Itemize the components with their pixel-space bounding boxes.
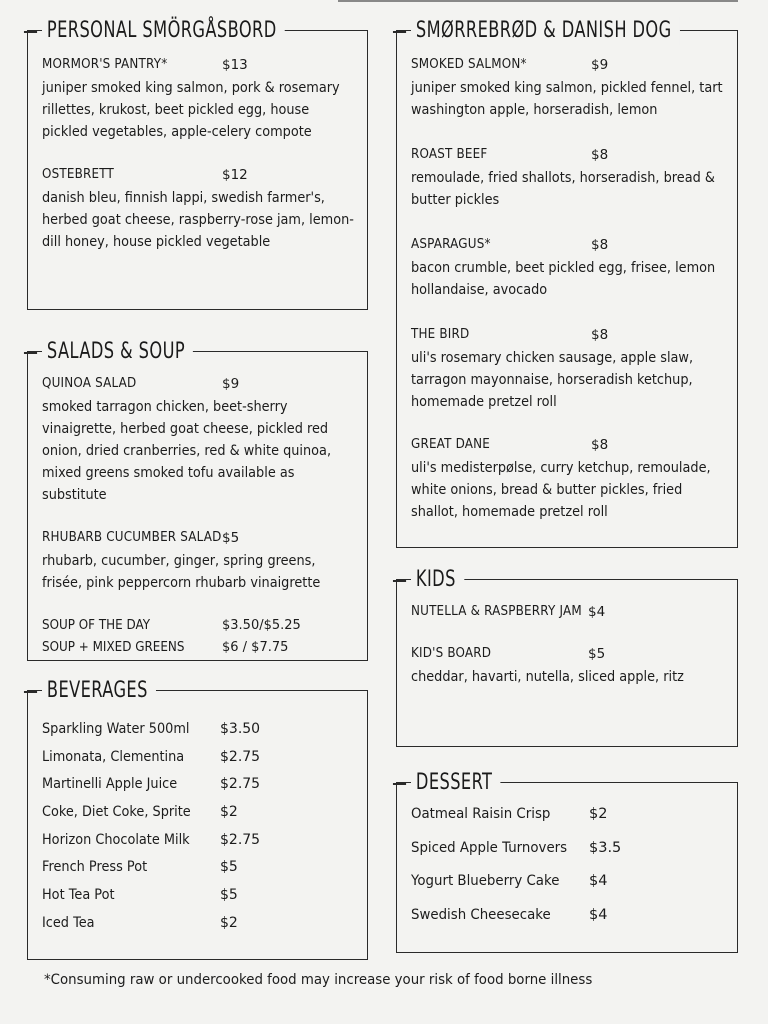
item-name: THE BIRD: [411, 327, 470, 342]
item-price: $13: [222, 57, 248, 73]
item-name: NUTELLA & RASPBERRY JAM: [411, 604, 582, 619]
menu-item: [411, 325, 729, 413]
item-name: ROAST BEEF: [411, 147, 488, 162]
item-price: $5: [588, 646, 606, 662]
beverage-row: [42, 883, 359, 911]
item-description: remoulade, fried shallots, horseradish, bread & butter pickles: [411, 170, 715, 208]
item-name: Iced Tea: [42, 914, 95, 931]
item-price: $2: [220, 914, 238, 931]
item-price: $3.50: [220, 721, 261, 737]
item-name: SOUP + MIXED GREENS: [42, 640, 185, 655]
section-title: SMØRREBRØD & DANISH DOG: [411, 17, 680, 45]
item-description: uli's medisterpølse, curry ketchup, remoulade, white onions, bread & butter pickles, fried shallot, homemade pretzel roll: [411, 460, 711, 520]
section-salads-soup: [27, 339, 368, 661]
dessert-row: [411, 867, 729, 901]
item-description: cheddar, havarti, nutella, sliced apple, ritz: [411, 669, 684, 685]
item-name: KID'S BOARD: [411, 646, 492, 661]
menu-item: [42, 374, 359, 506]
beverage-row: [42, 800, 359, 828]
beverage-row: [42, 828, 359, 856]
item-price: $12: [222, 167, 248, 183]
item-price: $4: [589, 907, 608, 924]
soup-row: [42, 638, 359, 660]
item-price: $8: [591, 147, 609, 163]
item-description: uli's rosemary chicken sausage, apple slaw, tarragon mayonnaise, horseradish ketchup, homemade pretzel roll: [411, 350, 694, 410]
top-rule: [338, 0, 738, 2]
item-price: $9: [222, 376, 240, 392]
menu-item: [42, 528, 359, 594]
beverage-row: [42, 772, 359, 800]
item-price: $6 / $7.75: [222, 640, 289, 655]
section-title: BEVERAGES: [42, 677, 156, 705]
item-price: $3.50/$5.25: [222, 618, 301, 633]
item-price: $8: [591, 437, 609, 453]
item-name: Sparkling Water 500ml: [42, 721, 190, 737]
item-price: $2.75: [220, 776, 261, 793]
item-name: SMOKED SALMON*: [411, 57, 527, 72]
dessert-row: [411, 800, 729, 834]
item-price: $4: [589, 873, 608, 890]
section-dessert: [396, 770, 738, 953]
item-description: juniper smoked king salmon, pork & rosemary rillettes, krukost, beet pickled egg, house pickled vegetables, apple-celery compote: [42, 80, 340, 140]
item-price: $5: [220, 887, 238, 904]
section-title: SALADS & SOUP: [42, 338, 193, 366]
item-price: $2.75: [220, 831, 261, 848]
section-title: KIDS: [411, 566, 464, 594]
item-description: bacon crumble, beet pickled egg, frisee, lemon hollandaise, avocado: [411, 260, 716, 298]
section-personal-smorgasbord: [27, 18, 368, 310]
item-name: Hot Tea Pot: [42, 887, 115, 904]
beverage-row: [42, 745, 359, 773]
dessert-row: [411, 901, 729, 935]
footnote: *Consuming raw or undercooked food may increase your risk of food borne illness: [44, 972, 593, 988]
item-name: OSTEBRETT: [42, 167, 115, 182]
item-price: $2.75: [220, 748, 261, 765]
item-name: Oatmeal Raisin Crisp: [411, 806, 551, 822]
item-price: $8: [591, 237, 609, 253]
beverage-row: [42, 911, 359, 939]
item-price: $5: [220, 859, 238, 876]
menu-item: [411, 435, 729, 523]
beverage-row: [42, 717, 359, 745]
item-name: ASPARAGUS*: [411, 237, 491, 252]
item-name: Swedish Cheesecake: [411, 907, 551, 924]
item-name: QUINOA SALAD: [42, 376, 137, 391]
item-price: $9: [591, 57, 609, 73]
item-description: rhubarb, cucumber, ginger, spring greens, frisée, pink peppercorn rhubarb vinaigrette: [42, 553, 321, 591]
item-name: Horizon Chocolate Milk: [42, 831, 190, 848]
menu-item: [42, 55, 359, 143]
item-name: GREAT DANE: [411, 437, 491, 452]
menu-item: [411, 55, 729, 121]
item-name: French Press Pot: [42, 859, 148, 876]
item-name: RHUBARB CUCUMBER SALAD: [42, 530, 222, 545]
item-name: Yogurt Blueberry Cake: [411, 873, 560, 890]
dessert-row: [411, 834, 729, 868]
item-description: juniper smoked king salmon, pickled fennel, tart washington apple, horseradish, lemon: [411, 80, 723, 118]
item-name: SOUP OF THE DAY: [42, 618, 151, 633]
section-beverages: [27, 678, 368, 960]
item-name: MORMOR'S PANTRY*: [42, 57, 168, 72]
item-name: Limonata, Clementina: [42, 748, 185, 765]
item-price: $3.5: [589, 839, 622, 856]
menu-item: [411, 235, 729, 301]
section-smorrebrod: [396, 18, 738, 548]
item-price: $4: [588, 604, 606, 620]
menu-item: [411, 644, 729, 688]
item-name: Coke, Diet Coke, Sprite: [42, 804, 191, 821]
item-price: $2: [589, 806, 608, 822]
item-name: Martinelli Apple Juice: [42, 776, 178, 793]
menu-item: [42, 165, 359, 253]
item-name: Spiced Apple Turnovers: [411, 839, 568, 856]
item-price: $5: [222, 530, 240, 546]
menu-item: [411, 145, 729, 211]
item-price: $2: [220, 804, 238, 821]
item-price: $8: [591, 327, 609, 343]
soup-row: [42, 616, 359, 638]
item-description: smoked tarragon chicken, beet-sherry vinaigrette, herbed goat cheese, pickled red onion, dried cranberries, red & white quinoa, mixed greens smoked tofu available as substitute: [42, 399, 332, 503]
section-title: DESSERT: [411, 769, 500, 797]
section-title: PERSONAL SMÖRGÅSBORD: [42, 17, 285, 45]
item-description: danish bleu, finnish lappi, swedish farmer's, herbed goat cheese, raspberry-rose jam, lemon-dill honey, house pickled vegetable: [42, 190, 354, 250]
beverage-row: [42, 855, 359, 883]
section-kids: [396, 567, 738, 747]
menu-item: [411, 602, 729, 624]
